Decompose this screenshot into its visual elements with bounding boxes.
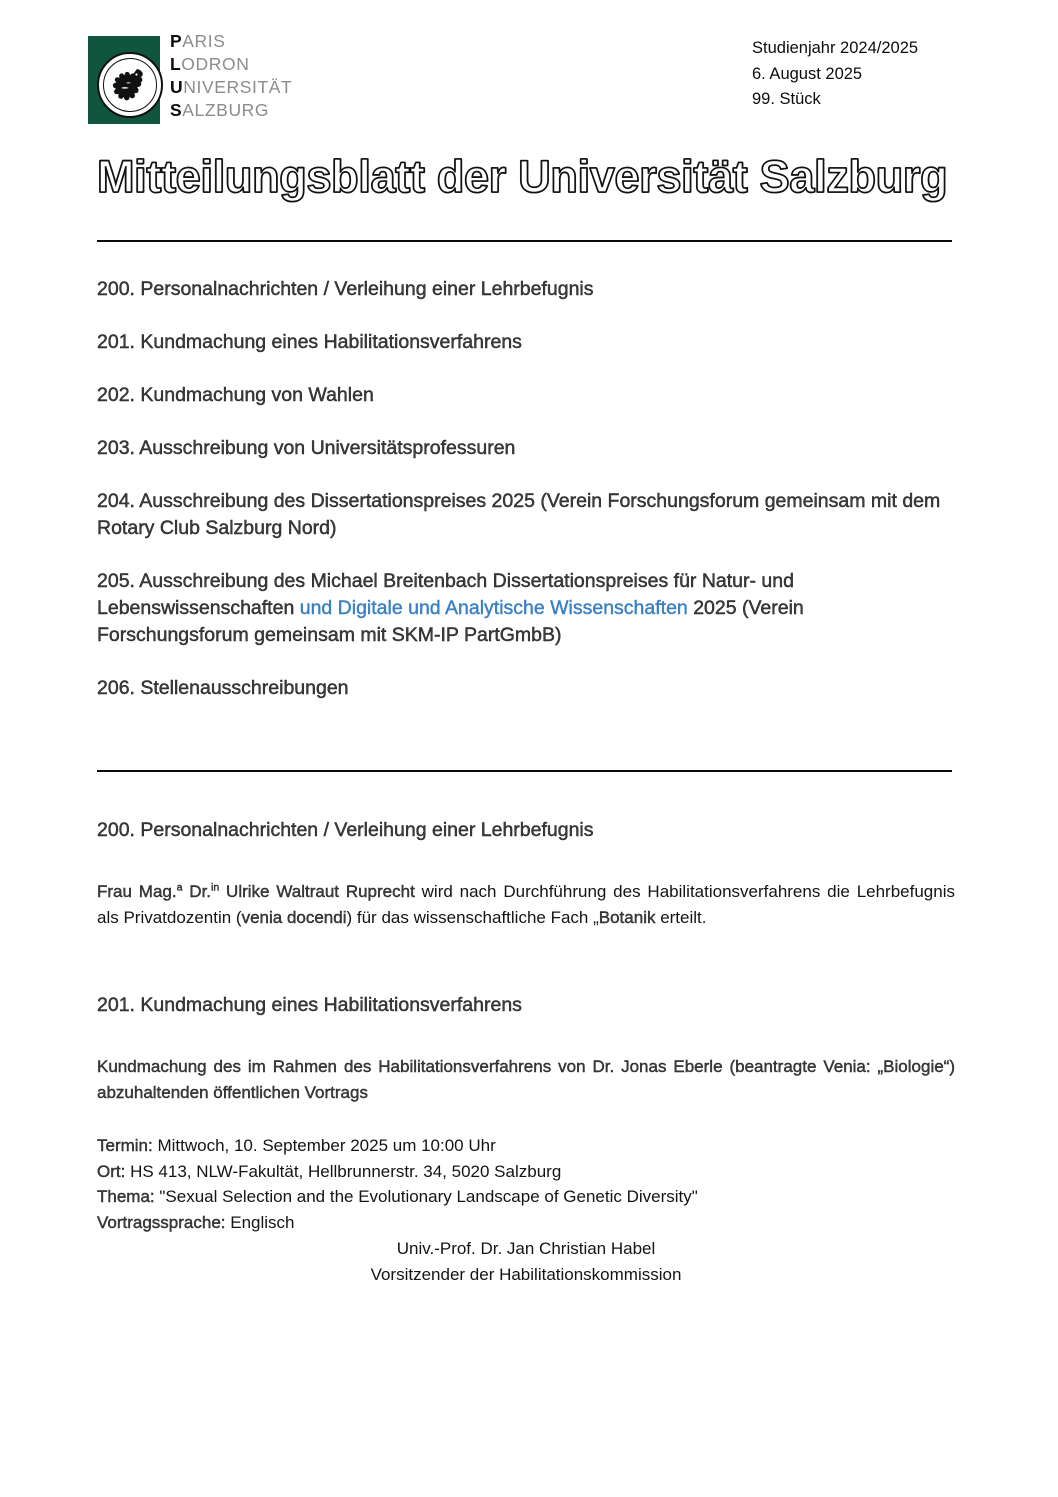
lion-seal-icon	[97, 52, 163, 118]
s200-sup-a: a	[176, 881, 183, 894]
toc-item-206[interactable]: 206. Stellenausschreibungen	[97, 677, 349, 699]
toc-item-204[interactable]: 204. Ausschreibung des Dissertationspreises 2025 (Verein Forschungsforum gemeinsam mit dem Rotary Club Salzburg Nord)	[97, 490, 941, 539]
event-details	[97, 1133, 955, 1235]
logo-rest-lodron: ODRON	[181, 54, 250, 74]
detail-row-thema	[97, 1184, 955, 1210]
s200-frau-mag: Frau Mag.	[97, 882, 177, 901]
issue-number: 99. Stück	[752, 90, 821, 108]
section-200	[97, 817, 955, 930]
detail-label-thema: Thema:	[97, 1187, 155, 1206]
toc-item-203[interactable]: 203. Ausschreibung von Universitätsprofessuren	[97, 437, 516, 459]
toc-item-201[interactable]: 201. Kundmachung eines Habilitationsverfahrens	[97, 331, 522, 353]
signature-block	[97, 1236, 955, 1287]
logo-cap-p: P	[170, 31, 183, 51]
toc-item-200[interactable]: 200. Personalnachrichten / Verleihung einer Lehrbefugnis	[97, 278, 594, 300]
detail-value-termin: Mittwoch, 10. September 2025 um 10:00 Uhr	[152, 1136, 496, 1155]
s200-person-name: Ulrike Waltraut Ruprecht	[219, 882, 415, 901]
detail-value-vortragssprache: Englisch	[225, 1212, 295, 1232]
toc-item-205[interactable]	[97, 568, 955, 649]
toc-item-202[interactable]: 202. Kundmachung von Wahlen	[97, 384, 374, 406]
logo-cap-u: U	[170, 77, 184, 97]
divider-top	[97, 240, 952, 242]
toc-205-post: 2025 (Verein Forschungsforum gemeinsam mit SKM-IP PartGmbB)	[97, 597, 804, 646]
logo-wordmark	[170, 30, 292, 122]
logo-rest-paris: ARIS	[182, 31, 226, 51]
detail-label-ort: Ort:	[97, 1161, 126, 1181]
s200-text-fach: ) für das wissenschaftliche Fach „	[346, 907, 599, 927]
issue-date: 6. August 2025	[752, 64, 863, 83]
section-200-heading: 200. Personalnachrichten / Verleihung einer Lehrbefugnis	[97, 819, 594, 841]
issue-academic-year: Studienjahr 2024/2025	[752, 39, 919, 57]
detail-row-ort	[97, 1159, 955, 1185]
section-201-paragraph: Kundmachung des im Rahmen des Habilitationsverfahrens von Dr. Jonas Eberle (beantragte Venia: „Biologie“) abzuhaltenden öffentlichen Vortrags	[97, 1057, 955, 1102]
detail-value-ort: HS 413, NLW-Fakultät, Hellbrunnerstr. 34, 5020 Salzburg	[125, 1161, 562, 1181]
issue-info	[752, 36, 918, 113]
detail-label-termin: Termin:	[97, 1136, 153, 1155]
s200-venia-docendi: venia docendi	[241, 907, 347, 927]
section-201	[97, 992, 955, 1235]
s200-sup-in: in	[211, 881, 220, 894]
logo-line-salzburg	[170, 99, 292, 122]
section-200-paragraph	[97, 879, 955, 930]
toc-205-pre: 205. Ausschreibung des Michael Breitenbach Dissertationspreises für Natur- und Lebenswissenschaften	[97, 570, 794, 619]
logo-line-lodron	[170, 53, 292, 76]
section-201-heading: 201. Kundmachung eines Habilitationsverfahrens	[97, 994, 522, 1016]
divider-middle	[97, 770, 952, 772]
toc-205-highlight: und Digitale und Analytische Wissenschaften	[299, 597, 688, 619]
logo-rest-universitaet: NIVERSITÄT	[183, 77, 293, 97]
logo-cap-s: S	[170, 100, 183, 120]
logo-line-universitaet	[170, 76, 292, 99]
s200-fach-botanik: Botanik	[598, 907, 656, 927]
detail-row-vortragssprache	[97, 1210, 955, 1236]
s200-text-end: erteilt.	[655, 907, 707, 927]
detail-row-termin	[97, 1133, 955, 1159]
logo-cap-l: L	[170, 54, 182, 74]
logo-line-paris	[170, 30, 292, 53]
detail-value-thema: "Sexual Selection and the Evolutionary Landscape of Genetic Diversity"	[154, 1187, 698, 1206]
table-of-contents	[97, 276, 955, 702]
logo-rest-salzburg: ALZBURG	[182, 100, 270, 120]
page-header	[0, 26, 1058, 146]
signature-name: Univ.-Prof. Dr. Jan Christian Habel	[396, 1239, 656, 1258]
detail-label-vortragssprache: Vortragssprache:	[97, 1212, 226, 1232]
signature-role: Vorsitzender der Habilitationskommission	[370, 1264, 682, 1284]
page-title: Mitteilungsblatt der Universität Salzburg	[97, 151, 948, 202]
s200-text-mid: wird nach Durchführung des Habilitationsverfahrens die Lehrbefugnis als Privatdozentin (	[97, 882, 955, 927]
s200-dr: Dr.	[182, 882, 212, 901]
university-logo	[88, 30, 328, 142]
